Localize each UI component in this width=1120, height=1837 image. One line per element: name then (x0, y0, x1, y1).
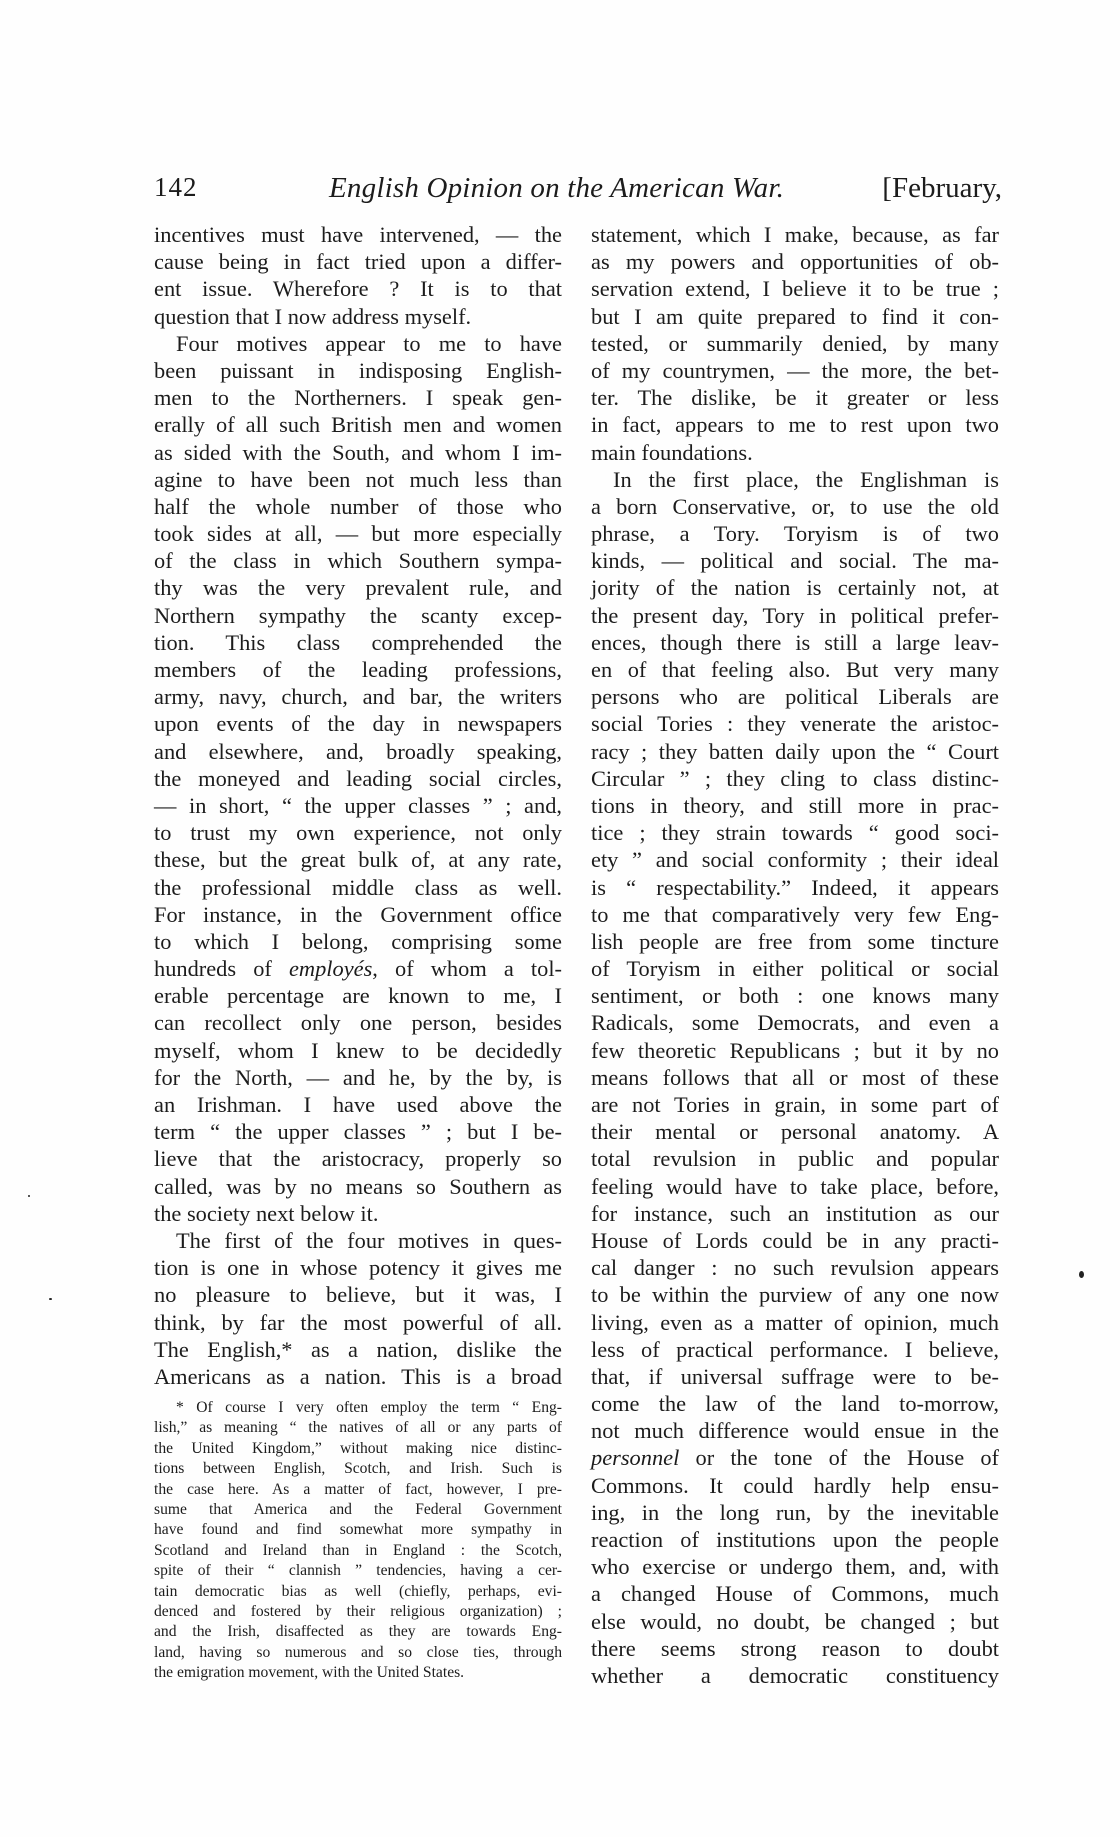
right-column (591, 221, 999, 1689)
text-line: social Tories : they venerate the aristoc- (591, 711, 999, 737)
text-line: thy was the very prevalent rule, and (154, 575, 562, 601)
text-line: to which I belong, comprising some (154, 928, 562, 954)
text-line: living, even as a matter of opinion, much (591, 1309, 999, 1335)
text-line: en of that feeling also. But very many (591, 657, 999, 682)
footnote-line: and the Irish, disaffected as they are towards Eng- (154, 1623, 562, 1641)
page-number: 142 (154, 172, 198, 202)
text-line: an Irishman. I have used above the (154, 1092, 562, 1117)
text-line: House of Lords could be in any practi- (591, 1227, 999, 1253)
text-line: erally of all such British men and women (154, 412, 562, 438)
text-line: less of practical performance. I believe, (591, 1336, 999, 1362)
text-line: ety ” and social conformity ; their ideal (591, 847, 999, 873)
text-line: servation extend, I believe it to be true ; (591, 276, 999, 302)
text-line: as my powers and opportunities of ob- (591, 249, 999, 275)
text-line: can recollect only one person, besides (154, 1010, 562, 1036)
text-line: hundreds of employés, of whom a tol- (154, 956, 562, 982)
text-line: the society next below it. (154, 1200, 379, 1226)
footnote-line: spite of their “ clannish ” tendencies, having a cer- (154, 1562, 562, 1580)
text-line: upon events of the day in newspapers (154, 711, 562, 737)
text-line: ing, in the long run, by the inevitable (591, 1499, 999, 1525)
text-line: who exercise or undergo them, and, with (591, 1554, 999, 1580)
text-line: Northern sympathy the scanty excep- (154, 602, 562, 628)
text-line: feeling would have to take place, before, (591, 1173, 999, 1199)
margin-speck (49, 1298, 52, 1300)
text-line: tice ; they strain towards “ good soci- (591, 820, 999, 846)
text-line: the professional middle class as well. (154, 874, 562, 900)
text-line: else would, no doubt, be changed ; but (591, 1608, 999, 1634)
text-line: personnel or the tone of the House of (591, 1445, 999, 1471)
footnote-line: tain democratic bias as well (chiefly, perhaps, evi- (154, 1582, 562, 1600)
text-line: Circular ” ; they cling to class distinc- (591, 765, 999, 791)
text-line: to be within the purview of any one now (591, 1282, 999, 1308)
text-line: few theoretic Republicans ; but it by no (591, 1037, 999, 1063)
text-line: racy ; they batten daily upon the “ Court (591, 738, 999, 764)
text-line: the present day, Tory in political prefer- (591, 602, 999, 628)
text-line: cal danger : no such revulsion appears (591, 1255, 999, 1281)
text-line: for the North, — and he, by the by, is (154, 1064, 562, 1090)
text-line: persons who are political Liberals are (591, 684, 999, 710)
text-line: as sided with the South, and whom I im- (154, 439, 562, 465)
text-line: called, was by no means so Southern as (154, 1173, 562, 1199)
text-line: tested, or summarily denied, by many (591, 330, 999, 356)
text-line: of Toryism in either political or social (591, 956, 999, 982)
text-line: ent issue. Wherefore ? It is to that (154, 276, 562, 302)
text-line: there seems strong reason to doubt (591, 1635, 999, 1661)
text-line: come the law of the land to-morrow, (591, 1391, 999, 1417)
text-line: reaction of institutions upon the people (591, 1527, 999, 1552)
text-line: For instance, in the Government office (154, 901, 562, 927)
text-line: think, by far the most powerful of all. (154, 1309, 562, 1335)
text-line: cause being in fact tried upon a differ- (154, 249, 562, 275)
text-line: incentives must have intervened, — the (154, 222, 562, 247)
text-line: ter. The dislike, be it greater or less (591, 385, 999, 411)
text-line: The first of the four motives in ques- (176, 1227, 562, 1253)
text-line: erable percentage are known to me, I (154, 983, 562, 1009)
margin-speck (1079, 1271, 1084, 1278)
text-line: agine to have been not much less than (154, 466, 562, 492)
text-line: phrase, a Tory. Toryism is of two (591, 521, 999, 547)
text-line: are not Tories in grain, in some part of (591, 1092, 999, 1117)
text-line: their mental or personal anatomy. A (591, 1119, 999, 1145)
text-line: The English,* as a nation, dislike the (154, 1336, 562, 1362)
text-line: of my countrymen, — the more, the bet- (591, 357, 999, 383)
footnote-line: the case here. As a matter of fact, however, I pre- (154, 1480, 562, 1498)
footnote-line: the United Kingdom,” without making nice distinc- (154, 1439, 562, 1457)
text-line: statement, which I make, because, as far (591, 222, 999, 247)
text-line: Americans as a nation. This is a broad (154, 1363, 562, 1389)
running-head (154, 172, 1002, 212)
text-line: kinds, — political and social. The ma- (591, 548, 999, 574)
text-line: a born Conservative, or, to use the old (591, 493, 999, 519)
text-line: and elsewhere, and, broadly speaking, (154, 738, 562, 764)
footnote-line: tions between English, Scotch, and Irish. Such is (154, 1460, 562, 1478)
text-line: lieve that the aristocracy, properly so (154, 1146, 562, 1172)
footnote-line: have found and find somewhat more sympathy in (154, 1521, 562, 1539)
text-line: of the class in which Southern sympa- (154, 548, 562, 574)
text-line: tion is one in whose potency it gives me (154, 1255, 562, 1281)
text-line: no pleasure to believe, but it was, I (154, 1282, 562, 1308)
text-line: In the first place, the Englishman is (613, 466, 999, 492)
text-line: question that I now address myself. (154, 303, 472, 329)
text-line: total revulsion in public and popular (591, 1146, 999, 1172)
text-line: that, if universal suffrage were to be- (591, 1363, 999, 1389)
footnote-line: * Of course I very often employ the term “ Eng- (176, 1399, 562, 1416)
article-title: English Opinion on the American War. (329, 172, 785, 204)
text-line: tion. This class comprehended the (154, 629, 562, 655)
text-line: main foundations. (591, 439, 753, 465)
text-line: Commons. It could hardly help ensu- (591, 1472, 999, 1498)
text-line: Radicals, some Democrats, and even a (591, 1010, 999, 1036)
text-line: men to the Northerners. I speak gen- (154, 385, 562, 411)
text-line: jority of the nation is certainly not, at (591, 575, 999, 601)
text-line: but I am quite prepared to find it con- (591, 303, 999, 329)
text-line: not much difference would ensue in the (591, 1418, 999, 1444)
text-line: ences, though there is still a large leav- (591, 629, 999, 655)
footnote-line: sume that America and the Federal Government (154, 1500, 562, 1518)
text-line: tions in theory, and still more in prac- (591, 792, 999, 818)
text-line: means follows that all or most of these (591, 1064, 999, 1090)
text-line: a changed House of Commons, much (591, 1581, 999, 1607)
text-line: term “ the upper classes ” ; but I be- (154, 1119, 562, 1145)
text-line: half the whole number of those who (154, 493, 562, 519)
text-line: took sides at all, — but more especially (154, 521, 562, 547)
footnote-line: the emigration movement, with the United States. (154, 1664, 465, 1682)
footnote-line: lish,” as meaning “ the natives of all or any parts of (154, 1419, 562, 1437)
text-line: lish people are free from some tincture (591, 928, 999, 954)
text-line: to trust my own experience, not only (154, 820, 562, 846)
text-line: myself, whom I knew to be decidedly (154, 1037, 562, 1063)
text-line: these, but the great bulk of, at any rate, (154, 847, 562, 873)
text-line: members of the leading professions, (154, 657, 562, 682)
issue-month: [February, (882, 172, 1002, 204)
text-line: to me that comparatively very few Eng- (591, 901, 999, 927)
footnote (154, 1398, 562, 1683)
text-line: whether a democratic constituency (591, 1662, 999, 1688)
footnote-line: denced and fostered by their religious organization) ; (154, 1602, 562, 1620)
text-line: — in short, “ the upper classes ” ; and, (154, 792, 562, 818)
margin-speck (28, 1195, 30, 1197)
footnote-line: land, having so numerous and so close ties, through (154, 1643, 562, 1661)
text-line: been puissant in indisposing English- (154, 357, 562, 383)
text-line: for instance, such an institution as our (591, 1200, 999, 1226)
text-line: Four motives appear to me to have (176, 330, 562, 356)
text-line: the moneyed and leading social circles, (154, 765, 562, 791)
text-line: army, navy, church, and bar, the writers (154, 684, 562, 710)
text-line: sentiment, or both : one knows many (591, 983, 999, 1009)
text-line: is “ respectability.” Indeed, it appears (591, 874, 999, 900)
footnote-line: Scotland and Ireland than in England : the Scotch, (154, 1541, 562, 1559)
text-line: in fact, appears to me to rest upon two (591, 412, 999, 438)
left-column (154, 221, 562, 1390)
